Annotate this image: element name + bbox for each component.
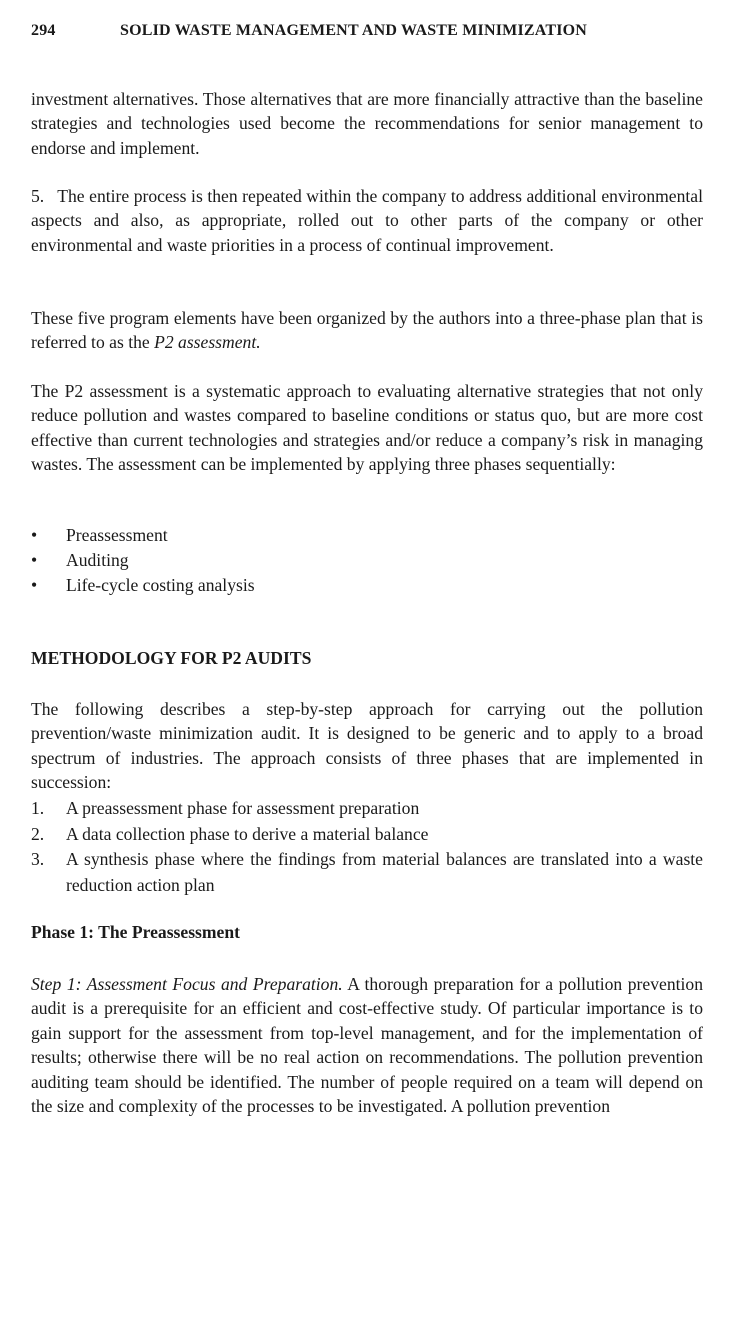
bullet-icon: • <box>31 525 38 545</box>
list-number: 2. <box>31 823 45 844</box>
list-item <box>31 523 703 548</box>
list-item <box>31 822 703 848</box>
section-heading: METHODOLOGY FOR P2 AUDITS <box>31 648 312 668</box>
list-number: 3. <box>31 849 45 869</box>
paragraph-p2-definition: The P2 assessment is a systematic approach to evaluating alternative strategies that not only reduce pollution and wastes compared to baseline conditions or status quo, but are more cost effective than current technologies and strategies and/or reduce a company’s risk in managing wastes. The assessment can be implemented by applying three phases sequentially: <box>31 381 703 475</box>
paragraph-item-5: 5. The entire process is then repeated within the company to address additional environmental aspects and also, as appropriate, rolled out to other parts of the company or other environmental and waste priorities in a process of continual improvement. <box>31 186 703 255</box>
list-item-text: Life-cycle costing analysis <box>66 575 255 595</box>
bullet-icon: • <box>31 550 38 570</box>
page-number: 294 <box>31 22 56 39</box>
list-item <box>31 847 703 898</box>
list-item-text: Preassessment <box>66 525 168 545</box>
paragraph-step-1-text: A thorough preparation for a pollution prevention audit is a prerequisite for an efficient and cost-effective study. Of particular importance is to gain support for the assessment from top-level management, and for the implementation of results; otherwise there will be no real action on recommendations. The pollution prevention auditing team should be identified. The number of people required on a team will depend on the size and complexity of the processes to be investigated. A pollution prevention <box>31 974 703 1117</box>
paragraph-methodology: The following describes a step-by-step approach for carrying out the pollution prevention/waste minimization audit. It is designed to be generic and to apply to a broad spectrum of industries. The approach consists of three phases that are implemented in succession: <box>31 699 703 793</box>
list-item <box>31 548 703 573</box>
subheading-phase-1: Phase 1: The Preassessment <box>31 922 240 942</box>
list-item-text: A synthesis phase where the findings from material balances are translated into a waste reduction action plan <box>66 849 703 895</box>
paragraph-p2-intro <box>31 306 703 355</box>
bullet-icon: • <box>31 575 38 595</box>
list-item-text: Auditing <box>66 550 129 570</box>
paragraph-p2-intro-text: These five program elements have been organized by the authors into a three-phase plan that is referred to as the <box>31 308 703 353</box>
list-number: 1. <box>31 798 45 818</box>
phase-numbered-list <box>31 796 703 898</box>
phase-bullet-list <box>31 523 703 598</box>
running-title: SOLID WASTE MANAGEMENT AND WASTE MINIMIZATION <box>120 22 588 39</box>
list-item-text: A data collection phase to derive a material balance <box>66 823 429 844</box>
paragraph-step-1 <box>31 972 703 1118</box>
paragraph-continuation: investment alternatives. Those alternatives that are more financially attractive than the baseline strategies and technologies used become the recommendations for senior management to endorse and implement. <box>31 89 703 158</box>
p2-assessment-term: P2 assessment. <box>154 332 261 353</box>
list-item <box>31 573 703 598</box>
list-item <box>31 796 703 822</box>
step-1-label: Step 1: Assessment Focus and Preparation. <box>31 974 343 994</box>
list-item-text: A preassessment phase for assessment preparation <box>66 798 420 818</box>
